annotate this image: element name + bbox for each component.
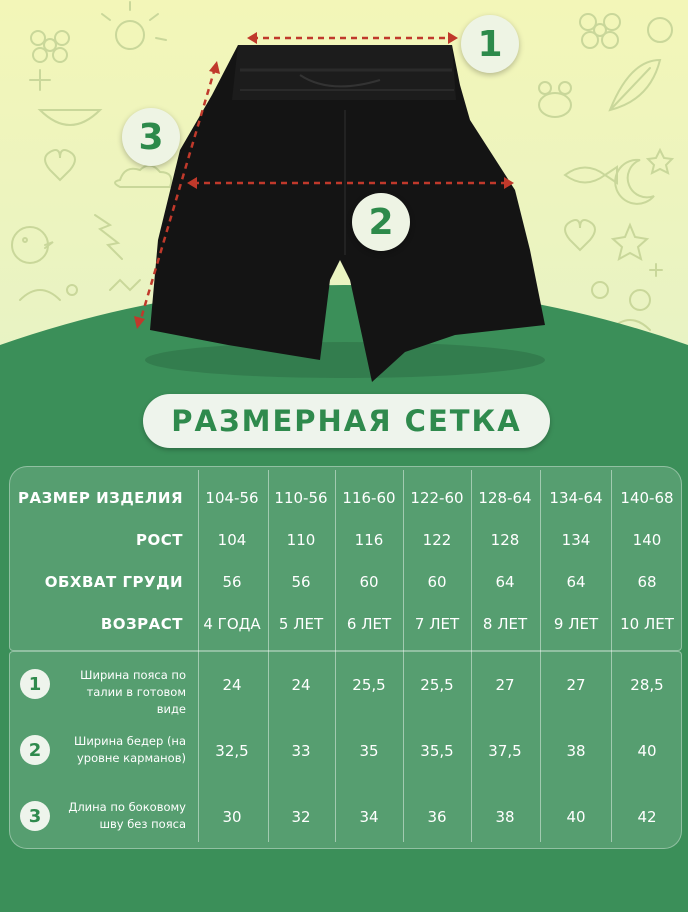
row-label-chest: ОБХВАТ ГРУДИ xyxy=(44,573,183,591)
cell-size-2: 116-60 xyxy=(342,489,396,507)
cell-m2-6: 40 xyxy=(637,742,657,760)
cell-height-4: 128 xyxy=(490,531,520,549)
cell-age-3: 7 ЛЕТ xyxy=(414,615,460,633)
cell-m3-5: 40 xyxy=(566,808,586,826)
cell-chest-0: 56 xyxy=(222,573,242,591)
measurement-3-icon: 3 xyxy=(20,801,50,831)
cell-m2-0: 32,5 xyxy=(215,742,249,760)
cell-m3-1: 32 xyxy=(291,808,311,826)
cell-m2-2: 35 xyxy=(359,742,379,760)
measurement-1-label xyxy=(58,667,186,718)
cell-m3-3: 36 xyxy=(427,808,447,826)
cell-height-3: 122 xyxy=(422,531,452,549)
cell-m3-6: 42 xyxy=(637,808,657,826)
cell-size-5: 134-64 xyxy=(549,489,603,507)
page-title: РАЗМЕРНАЯ СЕТКА xyxy=(143,394,550,448)
cell-m2-4: 37,5 xyxy=(488,742,522,760)
cell-m3-0: 30 xyxy=(222,808,242,826)
cell-chest-4: 64 xyxy=(495,573,515,591)
measurement-2-line2: уровне карманов) xyxy=(76,751,186,765)
column-divider xyxy=(268,470,269,842)
cell-m2-5: 38 xyxy=(566,742,586,760)
column-divider xyxy=(403,470,404,842)
row-label-age: ВОЗРАСТ xyxy=(100,615,183,633)
measurement-3-line2: шву без пояса xyxy=(99,817,186,831)
measurement-3-line1: Длина по боковому xyxy=(68,800,186,814)
cell-age-2: 6 ЛЕТ xyxy=(346,615,392,633)
cell-size-3: 122-60 xyxy=(410,489,464,507)
column-divider xyxy=(471,470,472,842)
row-label-height: РОСТ xyxy=(136,531,183,549)
column-divider xyxy=(540,470,541,842)
cell-height-0: 104 xyxy=(217,531,247,549)
measurement-1-icon: 1 xyxy=(20,669,50,699)
cell-m2-3: 35,5 xyxy=(420,742,454,760)
cell-height-1: 110 xyxy=(286,531,316,549)
measurement-2-line1: Ширина бедер (на xyxy=(74,734,186,748)
cell-age-5: 9 ЛЕТ xyxy=(553,615,599,633)
measurement-3-label xyxy=(58,799,186,833)
cell-age-1: 5 ЛЕТ xyxy=(278,615,324,633)
badge-3: 3 xyxy=(122,108,180,166)
badge-2: 2 xyxy=(352,193,410,251)
cell-m1-1: 24 xyxy=(291,676,311,694)
cell-size-6: 140-68 xyxy=(620,489,674,507)
column-divider xyxy=(198,470,199,842)
cell-chest-6: 68 xyxy=(637,573,657,591)
cell-m1-0: 24 xyxy=(222,676,242,694)
cell-m1-5: 27 xyxy=(566,676,586,694)
badge-1: 1 xyxy=(461,15,519,73)
cell-m1-2: 25,5 xyxy=(352,676,386,694)
measurement-2-icon: 2 xyxy=(20,735,50,765)
cell-chest-5: 64 xyxy=(566,573,586,591)
cell-age-4: 8 ЛЕТ xyxy=(482,615,528,633)
cell-height-2: 116 xyxy=(354,531,384,549)
cell-size-1: 110-56 xyxy=(274,489,328,507)
cell-height-6: 140 xyxy=(632,531,662,549)
cell-m1-3: 25,5 xyxy=(420,676,454,694)
cell-height-5: 134 xyxy=(561,531,591,549)
cell-size-0: 104-56 xyxy=(205,489,259,507)
measurement-2-label xyxy=(58,733,186,767)
row-label-size: РАЗМЕР ИЗДЕЛИЯ xyxy=(17,489,183,507)
measurement-1-line1: Ширина пояса по xyxy=(80,668,186,682)
cell-chest-2: 60 xyxy=(359,573,379,591)
cell-m2-1: 33 xyxy=(291,742,311,760)
cell-age-6: 10 ЛЕТ xyxy=(620,615,674,633)
cell-m1-6: 28,5 xyxy=(630,676,664,694)
measurement-1-line2: талии в готовом виде xyxy=(86,685,186,716)
cell-m3-4: 38 xyxy=(495,808,515,826)
cell-chest-3: 60 xyxy=(427,573,447,591)
column-divider xyxy=(611,470,612,842)
cell-size-4: 128-64 xyxy=(478,489,532,507)
cell-m3-2: 34 xyxy=(359,808,379,826)
cell-m1-4: 27 xyxy=(495,676,515,694)
cell-age-0: 4 ГОДА xyxy=(203,615,261,633)
column-divider xyxy=(335,470,336,842)
cell-chest-1: 56 xyxy=(291,573,311,591)
